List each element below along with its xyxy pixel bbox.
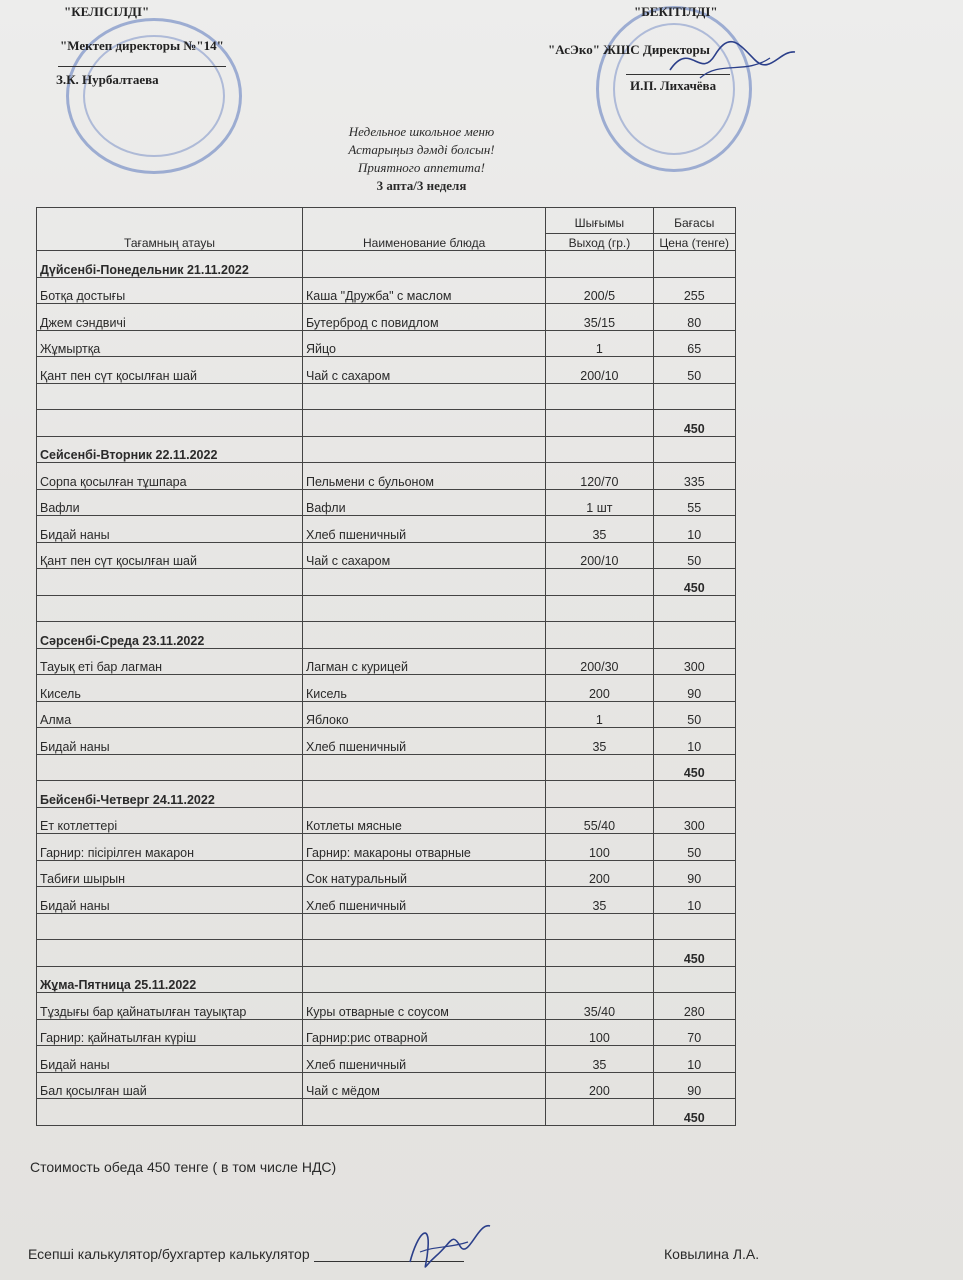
- table-row: [37, 1019, 736, 1046]
- dish-name-kaz: Табиғи шырын: [37, 860, 303, 887]
- dish-name-rus: [302, 251, 545, 278]
- dish-name-kaz: Гарнир: қайнатылған күріш: [37, 1019, 303, 1046]
- dish-output: [546, 913, 653, 940]
- dish-output: [546, 966, 653, 993]
- dish-name-kaz: [37, 410, 303, 437]
- dish-output: 35: [546, 516, 653, 543]
- table-row: [37, 516, 736, 543]
- day-total-price: 450: [653, 754, 736, 781]
- dish-output: 100: [546, 1019, 653, 1046]
- dish-name-rus: Яблоко: [302, 701, 545, 728]
- dish-price: [653, 436, 736, 463]
- header-price-rus: Цена (тенге): [659, 236, 730, 250]
- dish-price: 10: [653, 1046, 736, 1073]
- dish-name-rus: Пельмени с бульоном: [302, 463, 545, 490]
- table-row: [37, 1046, 736, 1073]
- dish-name-rus: Лагман с курицей: [302, 648, 545, 675]
- total-row: [37, 754, 736, 781]
- cost-note: Стоимость обеда 450 тенге ( в том числе НДС): [30, 1159, 337, 1175]
- dish-name-rus: [302, 383, 545, 410]
- dish-name-kaz: Бал қосылған шай: [37, 1072, 303, 1099]
- day-header-row: [37, 251, 736, 278]
- dish-price: [653, 251, 736, 278]
- dish-output: [546, 781, 653, 808]
- header-kaz-name: Тағамның атауы: [37, 208, 303, 251]
- dish-price: 90: [653, 1072, 736, 1099]
- dish-name-kaz: [37, 913, 303, 940]
- dish-price: 70: [653, 1019, 736, 1046]
- table-row: [37, 860, 736, 887]
- day-total-price: 450: [653, 410, 736, 437]
- table-row: [37, 701, 736, 728]
- dish-name-rus: [302, 410, 545, 437]
- dish-name-kaz: Бидай наны: [37, 1046, 303, 1073]
- day-label: Бейсенбі-Четверг 24.11.2022: [37, 781, 303, 808]
- dish-output: [546, 436, 653, 463]
- table-row: [37, 330, 736, 357]
- header-output-rus: Выход (гр.): [568, 236, 631, 250]
- day-total-price: 450: [653, 1099, 736, 1126]
- dish-name-kaz: Джем сэндвичі: [37, 304, 303, 331]
- dish-output: 1: [546, 701, 653, 728]
- day-header-row: [37, 781, 736, 808]
- header-price-kaz: Бағасы: [654, 216, 736, 234]
- dish-price: 80: [653, 304, 736, 331]
- dish-price: 90: [653, 860, 736, 887]
- header-output: [546, 208, 653, 251]
- table-row: [37, 542, 736, 569]
- menu-title: Недельное школьное меню: [348, 124, 495, 139]
- right-role: "АсЭко" ЖШС Директоры: [548, 42, 710, 57]
- total-row: [37, 569, 736, 596]
- dish-name-rus: Гарнир: макароны отварные: [302, 834, 545, 861]
- total-row: [37, 1099, 736, 1126]
- table-row: [37, 277, 736, 304]
- dish-price: [653, 383, 736, 410]
- day-total-price: 450: [653, 569, 736, 596]
- left-role: "Мектеп директоры №"14": [60, 38, 224, 53]
- day-header-row: [37, 622, 736, 649]
- dish-name-rus: [302, 940, 545, 967]
- dish-name-kaz: Бидай наны: [37, 887, 303, 914]
- dish-output: 35: [546, 1046, 653, 1073]
- dish-price: 65: [653, 330, 736, 357]
- dish-name-kaz: [37, 1099, 303, 1126]
- header-price: [653, 208, 736, 251]
- dish-output: [546, 569, 653, 596]
- dish-name-rus: Хлеб пшеничный: [302, 1046, 545, 1073]
- dish-output: 200/10: [546, 542, 653, 569]
- dish-name-rus: [302, 1099, 545, 1126]
- dish-output: 35/15: [546, 304, 653, 331]
- table-row: [37, 357, 736, 384]
- dish-price: [653, 622, 736, 649]
- day-label: Сәрсенбі-Среда 23.11.2022: [37, 622, 303, 649]
- table-row: [37, 913, 736, 940]
- dish-name-kaz: Бидай наны: [37, 728, 303, 755]
- day-header-row: [37, 436, 736, 463]
- dish-output: 200: [546, 1072, 653, 1099]
- dish-price: 90: [653, 675, 736, 702]
- dish-name-rus: [302, 913, 545, 940]
- dish-output: 35: [546, 887, 653, 914]
- dish-name-kaz: [37, 754, 303, 781]
- dish-name-kaz: Ботқа достығы: [37, 277, 303, 304]
- dish-output: [546, 251, 653, 278]
- table-row: [37, 887, 736, 914]
- dish-price: 300: [653, 807, 736, 834]
- dish-output: 120/70: [546, 463, 653, 490]
- table-row: [37, 463, 736, 490]
- dish-name-rus: Хлеб пшеничный: [302, 728, 545, 755]
- dish-name-rus: Чай с сахаром: [302, 357, 545, 384]
- dish-name-kaz: Кисель: [37, 675, 303, 702]
- dish-name-rus: Чай с сахаром: [302, 542, 545, 569]
- table-row: [37, 993, 736, 1020]
- dish-output: 200/10: [546, 357, 653, 384]
- dish-price: 335: [653, 463, 736, 490]
- table-row: [37, 595, 736, 622]
- dish-price: 280: [653, 993, 736, 1020]
- director-signature: [660, 30, 800, 90]
- table-row: [37, 489, 736, 516]
- table-row: [37, 304, 736, 331]
- dish-output: [546, 595, 653, 622]
- dish-name-rus: Кисель: [302, 675, 545, 702]
- dish-output: [546, 1099, 653, 1126]
- dish-name-rus: Чай с мёдом: [302, 1072, 545, 1099]
- dish-name-kaz: Бидай наны: [37, 516, 303, 543]
- dish-output: [546, 410, 653, 437]
- dish-name-rus: [302, 569, 545, 596]
- dish-price: 50: [653, 357, 736, 384]
- menu-table: [36, 207, 736, 1126]
- dish-price: 255: [653, 277, 736, 304]
- table-row: [37, 1072, 736, 1099]
- dish-price: [653, 595, 736, 622]
- dish-name-rus: Бутерброд с повидлом: [302, 304, 545, 331]
- dish-output: [546, 383, 653, 410]
- dish-name-kaz: [37, 383, 303, 410]
- dish-output: 200/30: [546, 648, 653, 675]
- accountant-name: Ковылина Л.А.: [664, 1246, 760, 1262]
- dish-name-rus: Котлеты мясные: [302, 807, 545, 834]
- header-output-kaz: Шығымы: [546, 216, 652, 234]
- table-row: [37, 648, 736, 675]
- dish-name-kaz: Алма: [37, 701, 303, 728]
- dish-output: 35: [546, 728, 653, 755]
- day-header-row: [37, 966, 736, 993]
- dish-price: 50: [653, 834, 736, 861]
- dish-name-rus: Гарнир:рис отварной: [302, 1019, 545, 1046]
- dish-name-kaz: Вафли: [37, 489, 303, 516]
- right-name: И.П. Лихачёва: [630, 78, 717, 93]
- table-header-row: [37, 208, 736, 251]
- dish-name-kaz: [37, 595, 303, 622]
- dish-output: [546, 622, 653, 649]
- dish-name-kaz: Сорпа қосылған тұшпара: [37, 463, 303, 490]
- dish-output: 1: [546, 330, 653, 357]
- left-name: З.К. Нурбалтаева: [56, 72, 159, 87]
- dish-price: 300: [653, 648, 736, 675]
- left-approval: "КЕЛІСІЛДІ": [64, 4, 150, 19]
- dish-price: 10: [653, 516, 736, 543]
- day-label: Дүйсенбі-Понедельник 21.11.2022: [37, 251, 303, 278]
- total-row: [37, 410, 736, 437]
- dish-price: [653, 913, 736, 940]
- dish-output: 55/40: [546, 807, 653, 834]
- dish-name-rus: [302, 436, 545, 463]
- dish-name-rus: Хлеб пшеничный: [302, 516, 545, 543]
- day-label: Жұма-Пятница 25.11.2022: [37, 966, 303, 993]
- dish-name-kaz: Қант пен сүт қосылған шай: [37, 357, 303, 384]
- dish-name-rus: Сок натуральный: [302, 860, 545, 887]
- dish-name-kaz: Гарнир: пісірілген макарон: [37, 834, 303, 861]
- dish-price: 50: [653, 542, 736, 569]
- dish-name-kaz: Тауық еті бар лагман: [37, 648, 303, 675]
- dish-output: [546, 940, 653, 967]
- dish-price: [653, 781, 736, 808]
- dish-price: 55: [653, 489, 736, 516]
- left-sign-line: [58, 66, 226, 67]
- total-row: [37, 940, 736, 967]
- menu-wish-kaz: Астарыңыз дәмді болсын!: [348, 142, 495, 157]
- dish-name-kaz: Ет котлеттері: [37, 807, 303, 834]
- header-rus-name: Наименование блюда: [302, 208, 545, 251]
- table-row: [37, 834, 736, 861]
- day-total-price: 450: [653, 940, 736, 967]
- dish-name-kaz: Жұмыртқа: [37, 330, 303, 357]
- accountant-label: Есепші калькулятор/бухгартер калькулятор: [28, 1246, 310, 1262]
- dish-output: 200: [546, 860, 653, 887]
- accountant-signature: [390, 1212, 500, 1276]
- dish-name-rus: [302, 754, 545, 781]
- table-row: [37, 807, 736, 834]
- dish-output: 35/40: [546, 993, 653, 1020]
- dish-output: 1 шт: [546, 489, 653, 516]
- dish-name-kaz: Қант пен сүт қосылған шай: [37, 542, 303, 569]
- dish-name-rus: Каша "Дружба" с маслом: [302, 277, 545, 304]
- dish-price: 10: [653, 728, 736, 755]
- table-row: [37, 675, 736, 702]
- dish-price: 50: [653, 701, 736, 728]
- dish-output: 100: [546, 834, 653, 861]
- right-approval: "БЕКІТІЛДІ": [634, 4, 718, 19]
- dish-output: [546, 754, 653, 781]
- dish-price: 10: [653, 887, 736, 914]
- dish-output: 200/5: [546, 277, 653, 304]
- dish-price: [653, 966, 736, 993]
- table-row: [37, 383, 736, 410]
- dish-name-rus: [302, 966, 545, 993]
- dish-name-kaz: Тұздығы бар қайнатылған тауықтар: [37, 993, 303, 1020]
- menu-wish-rus: Приятного аппетита!: [358, 160, 485, 175]
- dish-name-rus: Хлеб пшеничный: [302, 887, 545, 914]
- dish-name-kaz: [37, 940, 303, 967]
- dish-name-rus: [302, 622, 545, 649]
- dish-output: 200: [546, 675, 653, 702]
- dish-name-rus: Яйцо: [302, 330, 545, 357]
- menu-week: 3 апта/3 неделя: [376, 178, 467, 193]
- day-label: Сейсенбі-Вторник 22.11.2022: [37, 436, 303, 463]
- dish-name-rus: Куры отварные с соусом: [302, 993, 545, 1020]
- dish-name-rus: Вафли: [302, 489, 545, 516]
- dish-name-rus: [302, 595, 545, 622]
- dish-name-rus: [302, 781, 545, 808]
- table-row: [37, 728, 736, 755]
- dish-name-kaz: [37, 569, 303, 596]
